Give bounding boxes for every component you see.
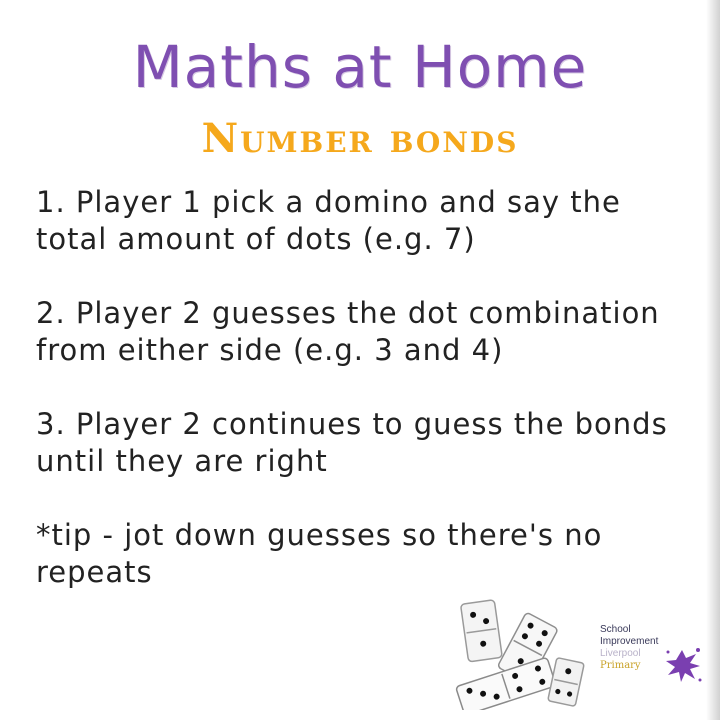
dominoes-icon bbox=[440, 598, 590, 710]
logo-line-improvement: Improvement bbox=[600, 636, 659, 647]
logo-line-liverpool: Liverpool bbox=[600, 648, 641, 659]
step-3: 3. Player 2 continues to guess the bonds until they are right bbox=[36, 407, 668, 478]
page-title: Maths at Home bbox=[132, 33, 588, 101]
logo-line-primary: Primary bbox=[600, 660, 641, 671]
step-2: 2. Player 2 guesses the dot combination from either side (e.g. 3 and 4) bbox=[36, 296, 660, 367]
page-subtitle: Number bonds bbox=[201, 115, 519, 162]
tip-text: *tip - jot down guesses so there's no repeats bbox=[36, 518, 603, 589]
paint-splat-icon bbox=[662, 644, 704, 686]
school-improvement-logo bbox=[600, 624, 710, 704]
instructions bbox=[36, 184, 696, 591]
page-edge-shadow bbox=[706, 0, 720, 720]
logo-line-school: School bbox=[600, 624, 631, 635]
step-1: 1. Player 1 pick a domino and say the total amount of dots (e.g. 7) bbox=[36, 185, 621, 256]
